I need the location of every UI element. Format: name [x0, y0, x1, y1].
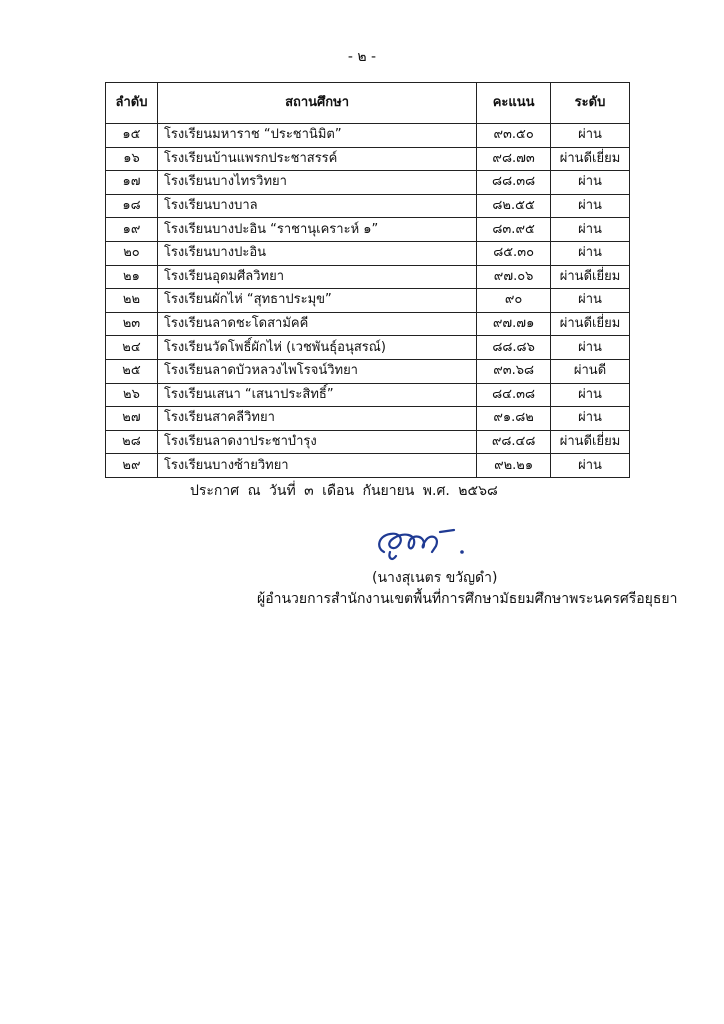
header-level: ระดับ: [551, 83, 630, 124]
row-level: ผ่าน: [551, 336, 630, 360]
row-school: โรงเรียนบางซ้ายวิทยา: [157, 454, 476, 478]
header-school: สถานศึกษา: [157, 83, 476, 124]
table-row: [106, 241, 630, 265]
table-body: [106, 124, 630, 478]
row-school: โรงเรียนลาดงาประชาบำรุง: [157, 430, 476, 454]
row-order: ๒๓: [106, 312, 158, 336]
row-order: ๒๙: [106, 454, 158, 478]
table-row: [106, 454, 630, 478]
row-school: โรงเรียนเสนา “เสนาประสิทธิ์”: [157, 383, 476, 407]
row-school: โรงเรียนบ้านแพรกประชาสรรค์: [157, 147, 476, 171]
row-score: ๘๘.๘๖: [477, 336, 551, 360]
table-row: [106, 194, 630, 218]
row-school: โรงเรียนลาดชะโดสามัคคี: [157, 312, 476, 336]
row-school: โรงเรียนอุดมศีลวิทยา: [157, 265, 476, 289]
table-row: [106, 336, 630, 360]
row-level: ผ่าน: [551, 454, 630, 478]
row-order: ๑๖: [106, 147, 158, 171]
row-level: ผ่าน: [551, 124, 630, 148]
row-level: ผ่าน: [551, 383, 630, 407]
row-order: ๒๒: [106, 289, 158, 313]
row-score: ๙๘.๗๓: [477, 147, 551, 171]
signature: [370, 522, 470, 568]
row-score: ๙๐: [477, 289, 551, 313]
row-score: ๘๕.๓๐: [477, 241, 551, 265]
row-school: โรงเรียนบางบาล: [157, 194, 476, 218]
row-order: ๒๔: [106, 336, 158, 360]
table-row: [106, 312, 630, 336]
table-row: [106, 289, 630, 313]
row-order: ๒๐: [106, 241, 158, 265]
row-level: ผ่านดีเยี่ยม: [551, 147, 630, 171]
row-score: ๙๑.๘๒: [477, 407, 551, 431]
row-level: ผ่านดีเยี่ยม: [551, 430, 630, 454]
row-level: ผ่านดีเยี่ยม: [551, 312, 630, 336]
signer-name: (นางสุเนตร ขวัญดำ): [372, 570, 498, 586]
row-order: ๒๘: [106, 430, 158, 454]
announcement-date: ประกาศ ณ วันที่ ๓ เดือน กันยายน พ.ศ. ๒๕๖๘: [190, 483, 498, 499]
table-row: [106, 407, 630, 431]
page-number: - ๒ -: [347, 49, 377, 65]
row-order: ๒๖: [106, 383, 158, 407]
row-level: ผ่าน: [551, 289, 630, 313]
row-score: ๙๘.๔๘: [477, 430, 551, 454]
row-score: ๘๓.๙๕: [477, 218, 551, 242]
row-level: ผ่าน: [551, 218, 630, 242]
row-school: โรงเรียนลาดบัวหลวงไพโรจน์วิทยา: [157, 359, 476, 383]
table-row: [106, 359, 630, 383]
row-level: ผ่านดี: [551, 359, 630, 383]
header-score: คะแนน: [477, 83, 551, 124]
results-table: [105, 82, 630, 478]
table-row: [106, 171, 630, 195]
row-school: โรงเรียนบางปะอิน “ราชานุเคราะห์ ๑”: [157, 218, 476, 242]
row-order: ๑๗: [106, 171, 158, 195]
table-row: [106, 147, 630, 171]
row-order: ๒๗: [106, 407, 158, 431]
row-score: ๘๔.๓๘: [477, 383, 551, 407]
table-row: [106, 265, 630, 289]
row-order: ๑๕: [106, 124, 158, 148]
table-header: [106, 83, 630, 124]
row-score: ๙๗.๐๖: [477, 265, 551, 289]
row-school: โรงเรียนวัดโพธิ์ผักไห่ (เวชพันธุ์อนุสรณ์): [157, 336, 476, 360]
table-row: [106, 218, 630, 242]
row-order: ๑๙: [106, 218, 158, 242]
row-level: ผ่าน: [551, 241, 630, 265]
row-school: โรงเรียนสาคลีวิทยา: [157, 407, 476, 431]
row-order: ๒๕: [106, 359, 158, 383]
row-school: โรงเรียนบางปะอิน: [157, 241, 476, 265]
table-row: [106, 124, 630, 148]
row-level: ผ่าน: [551, 171, 630, 195]
row-order: ๒๑: [106, 265, 158, 289]
table-row: [106, 430, 630, 454]
row-score: ๘๒.๕๕: [477, 194, 551, 218]
row-score: ๙๒.๒๑: [477, 454, 551, 478]
row-level: ผ่านดีเยี่ยม: [551, 265, 630, 289]
row-level: ผ่าน: [551, 194, 630, 218]
row-level: ผ่าน: [551, 407, 630, 431]
row-score: ๙๗.๗๑: [477, 312, 551, 336]
header-order: ลำดับ: [106, 83, 158, 124]
row-school: โรงเรียนผักไห่ “สุทธาประมุข”: [157, 289, 476, 313]
row-order: ๑๘: [106, 194, 158, 218]
signer-title: ผู้อำนวยการสำนักงานเขตพื้นที่การศึกษามัธยมศึกษาพระนครศรีอยุธยา: [257, 591, 678, 607]
row-score: ๙๓.๖๘: [477, 359, 551, 383]
table-row: [106, 383, 630, 407]
row-school: โรงเรียนบางไทรวิทยา: [157, 171, 476, 195]
row-score: ๙๓.๕๐: [477, 124, 551, 148]
row-score: ๘๘.๓๘: [477, 171, 551, 195]
row-school: โรงเรียนมหาราช “ประชานิมิต”: [157, 124, 476, 148]
